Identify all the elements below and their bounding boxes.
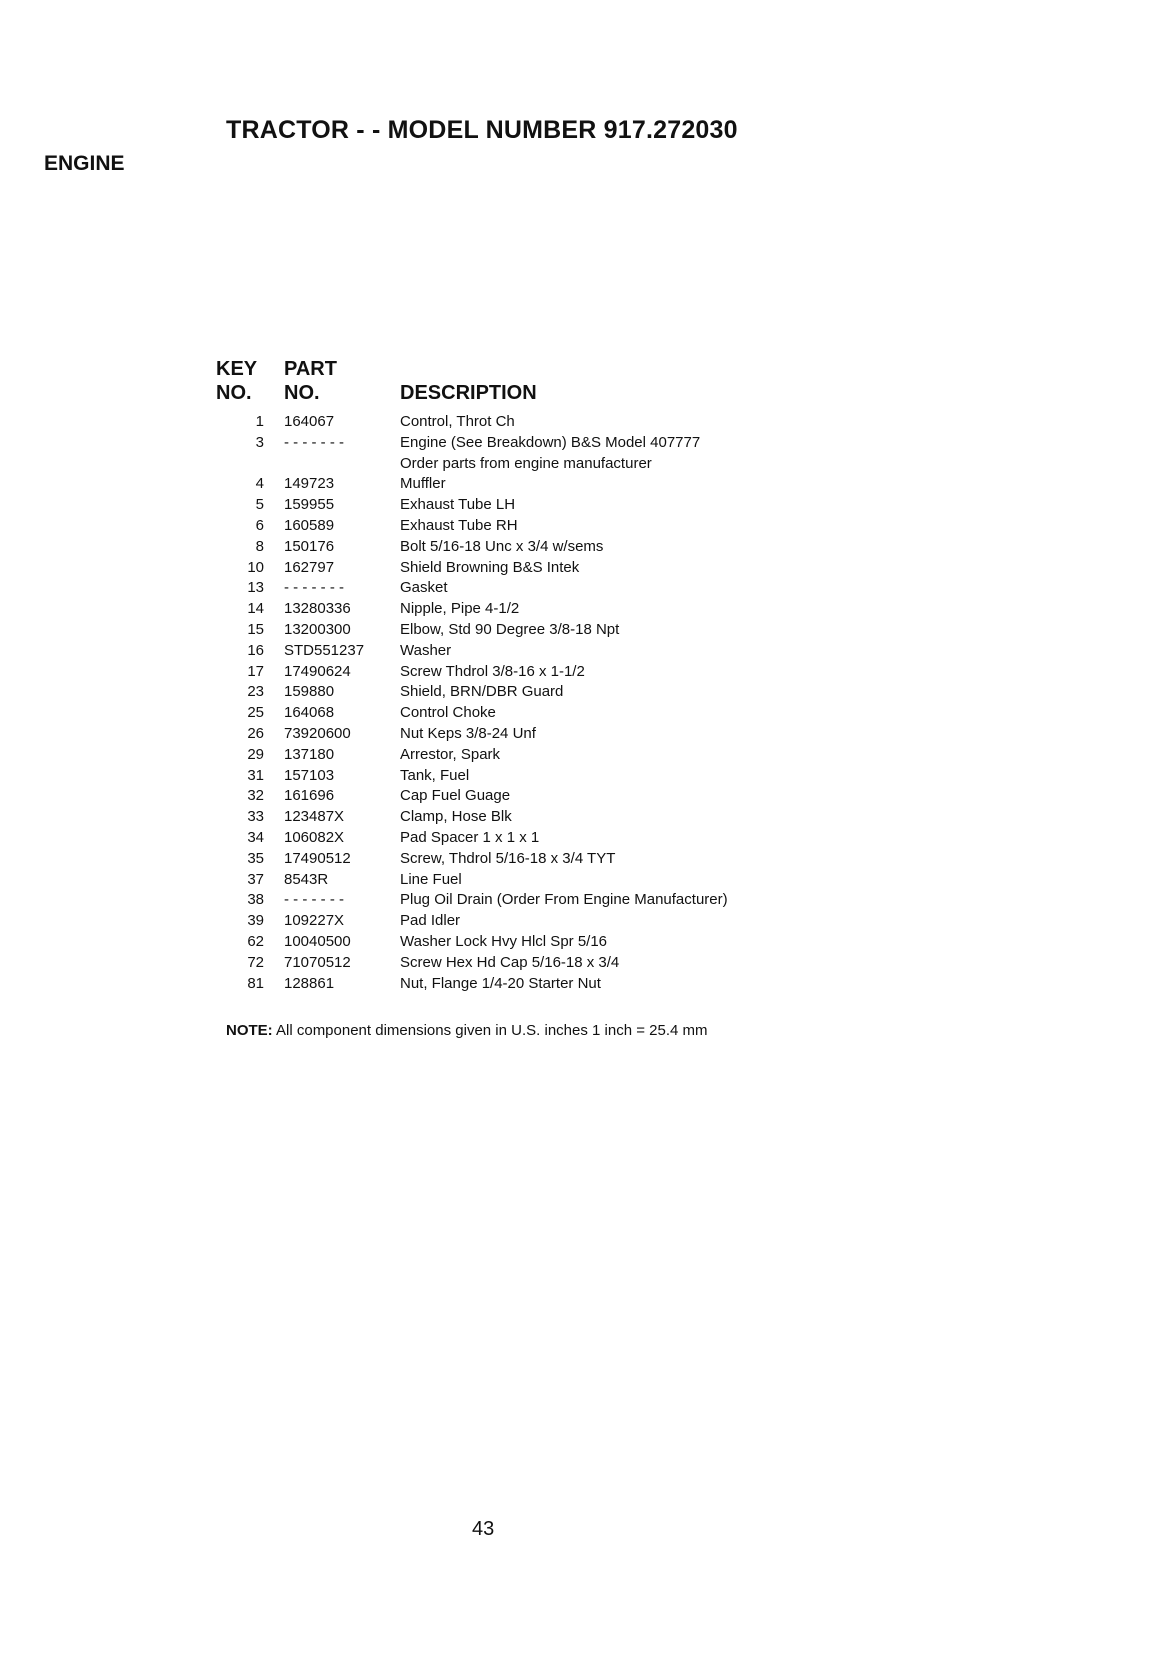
parts-list [0, 412, 1174, 994]
table-row [0, 474, 1174, 495]
description-cell: Gasket [400, 579, 448, 597]
table-row [0, 454, 1174, 475]
key-no-cell: 15 [247, 620, 264, 638]
description-cell: Nut Keps 3/8-24 Unf [400, 724, 536, 742]
part-no-cell: STD551237 [284, 641, 365, 659]
description-cell: Exhaust Tube RH [400, 516, 518, 534]
part-header-top: PART [284, 358, 337, 380]
part-no-cell: 150176 [284, 537, 335, 555]
part-no-cell: 17490512 [284, 849, 351, 867]
description-cell: Nut, Flange 1/4-20 Starter Nut [400, 974, 601, 992]
table-row [0, 766, 1174, 787]
part-no-cell: 159880 [284, 683, 335, 701]
table-row [0, 974, 1174, 995]
description-cell: Nipple, Pipe 4-1/2 [400, 600, 520, 618]
description-header: DESCRIPTION [400, 382, 537, 404]
description-cell: Tank, Fuel [400, 766, 470, 784]
description-cell: Control Choke [400, 704, 496, 722]
part-no-cell: 164067 [284, 413, 335, 430]
part-no-cell: 161696 [284, 787, 335, 805]
key-no-cell: 35 [247, 849, 264, 867]
part-no-cell: 160589 [284, 516, 335, 534]
table-row [0, 870, 1174, 891]
key-no-cell: 34 [247, 828, 264, 846]
key-header-bottom: NO. [216, 382, 252, 404]
part-no-cell: 106082X [284, 828, 345, 846]
description-cell: Screw Hex Hd Cap 5/16-18 x 3/4 [400, 953, 620, 971]
key-no-cell: 62 [247, 932, 264, 950]
table-row [0, 932, 1174, 953]
table-row [0, 703, 1174, 724]
description-cell: Clamp, Hose Blk [400, 808, 512, 826]
description-cell: Muffler [400, 475, 446, 493]
table-row [0, 807, 1174, 828]
section-heading: ENGINE [44, 152, 125, 175]
key-no-cell: 16 [247, 641, 264, 659]
description-cell: Pad Idler [400, 912, 461, 930]
description-cell: Exhaust Tube LH [400, 496, 516, 514]
part-no-cell: - - - - - - - [284, 891, 344, 909]
key-no-cell: 39 [247, 912, 264, 930]
table-row [0, 849, 1174, 870]
note-label: NOTE: [226, 1022, 273, 1039]
description-cell: Cap Fuel Guage [400, 787, 511, 805]
description-cell: Order parts from engine manufacturer [400, 454, 652, 472]
description-cell: Screw, Thdrol 5/16-18 x 3/4 TYT [400, 849, 616, 867]
description-cell: Shield Browning B&S Intek [400, 558, 580, 576]
part-no-cell: 17490624 [284, 662, 351, 680]
table-row [0, 495, 1174, 516]
key-no-cell: 38 [247, 891, 264, 909]
table-row [0, 745, 1174, 766]
key-no-cell: 72 [247, 953, 264, 971]
key-no-cell: 8 [255, 537, 264, 555]
table-row [0, 911, 1174, 932]
key-no-cell: 17 [247, 662, 264, 680]
part-no-cell: 137180 [284, 745, 335, 763]
table-row [0, 724, 1174, 745]
table-row [0, 953, 1174, 974]
key-no-cell: 5 [255, 496, 264, 514]
key-no-cell: 33 [247, 808, 264, 826]
part-no-cell: 162797 [284, 558, 335, 576]
key-no-cell: 3 [255, 433, 264, 451]
part-no-cell: - - - - - - - [284, 433, 344, 451]
part-no-cell: 71070512 [284, 953, 351, 971]
description-cell: Bolt 5/16-18 Unc x 3/4 w/sems [400, 537, 604, 555]
description-cell: Control, Throt Ch [400, 413, 515, 430]
table-row [0, 641, 1174, 662]
key-no-cell: 1 [255, 413, 264, 430]
part-no-cell: 157103 [284, 766, 335, 784]
part-no-cell: 13200300 [284, 620, 351, 638]
key-no-cell: 37 [247, 870, 264, 888]
part-no-cell: 73920600 [284, 724, 351, 742]
part-header-bottom: NO. [284, 382, 320, 404]
table-row [0, 558, 1174, 579]
table-row [0, 412, 1174, 433]
table-row [0, 890, 1174, 911]
part-no-cell: - - - - - - - [284, 579, 344, 597]
key-no-cell: 13 [247, 579, 264, 597]
key-no-cell: 26 [247, 724, 264, 742]
table-row [0, 578, 1174, 599]
key-no-cell: 10 [247, 558, 264, 576]
description-cell: Washer Lock Hvy Hlcl Spr 5/16 [400, 932, 608, 950]
key-header-top: KEY [216, 358, 258, 380]
description-cell: Arrestor, Spark [400, 745, 501, 763]
key-no-cell: 32 [247, 787, 264, 805]
part-no-cell: 128861 [284, 974, 335, 992]
description-cell: Pad Spacer 1 x 1 x 1 [400, 828, 540, 846]
page-number: 43 [472, 1518, 495, 1540]
part-no-cell: 164068 [284, 704, 335, 722]
description-cell: Line Fuel [400, 870, 462, 888]
table-row [0, 516, 1174, 537]
table-row [0, 786, 1174, 807]
table-row [0, 620, 1174, 641]
key-no-cell: 23 [247, 683, 264, 701]
part-no-cell: 149723 [284, 475, 335, 493]
key-no-cell: 6 [255, 516, 264, 534]
table-row [0, 433, 1174, 454]
table-row [0, 662, 1174, 683]
part-no-cell: 159955 [284, 496, 335, 514]
page-title: TRACTOR - - MODEL NUMBER 917.272030 [226, 116, 738, 144]
dimension-note [226, 1022, 707, 1039]
key-no-cell: 81 [247, 974, 264, 992]
key-no-cell: 31 [247, 766, 264, 784]
part-no-cell: 123487X [284, 808, 345, 826]
description-cell: Plug Oil Drain (Order From Engine Manufacturer) [400, 891, 728, 909]
description-cell: Shield, BRN/DBR Guard [400, 683, 564, 701]
part-no-cell: 8543R [284, 870, 329, 888]
table-row [0, 537, 1174, 558]
description-cell: Washer [400, 641, 452, 659]
description-cell: Engine (See Breakdown) B&S Model 407777 [400, 433, 701, 451]
table-row [0, 828, 1174, 849]
part-no-cell: 10040500 [284, 932, 351, 950]
table-row [0, 599, 1174, 620]
table-row [0, 682, 1174, 703]
key-no-cell: 4 [255, 475, 264, 493]
description-cell: Screw Thdrol 3/8-16 x 1-1/2 [400, 662, 585, 680]
key-no-cell: 25 [247, 704, 264, 722]
description-cell: Elbow, Std 90 Degree 3/8-18 Npt [400, 620, 620, 638]
key-no-cell: 14 [247, 600, 264, 618]
part-no-cell: 13280336 [284, 600, 351, 618]
note-text: All component dimensions given in U.S. inches 1 inch = 25.4 mm [272, 1022, 708, 1039]
part-no-cell: 109227X [284, 912, 345, 930]
key-no-cell: 29 [247, 745, 264, 763]
